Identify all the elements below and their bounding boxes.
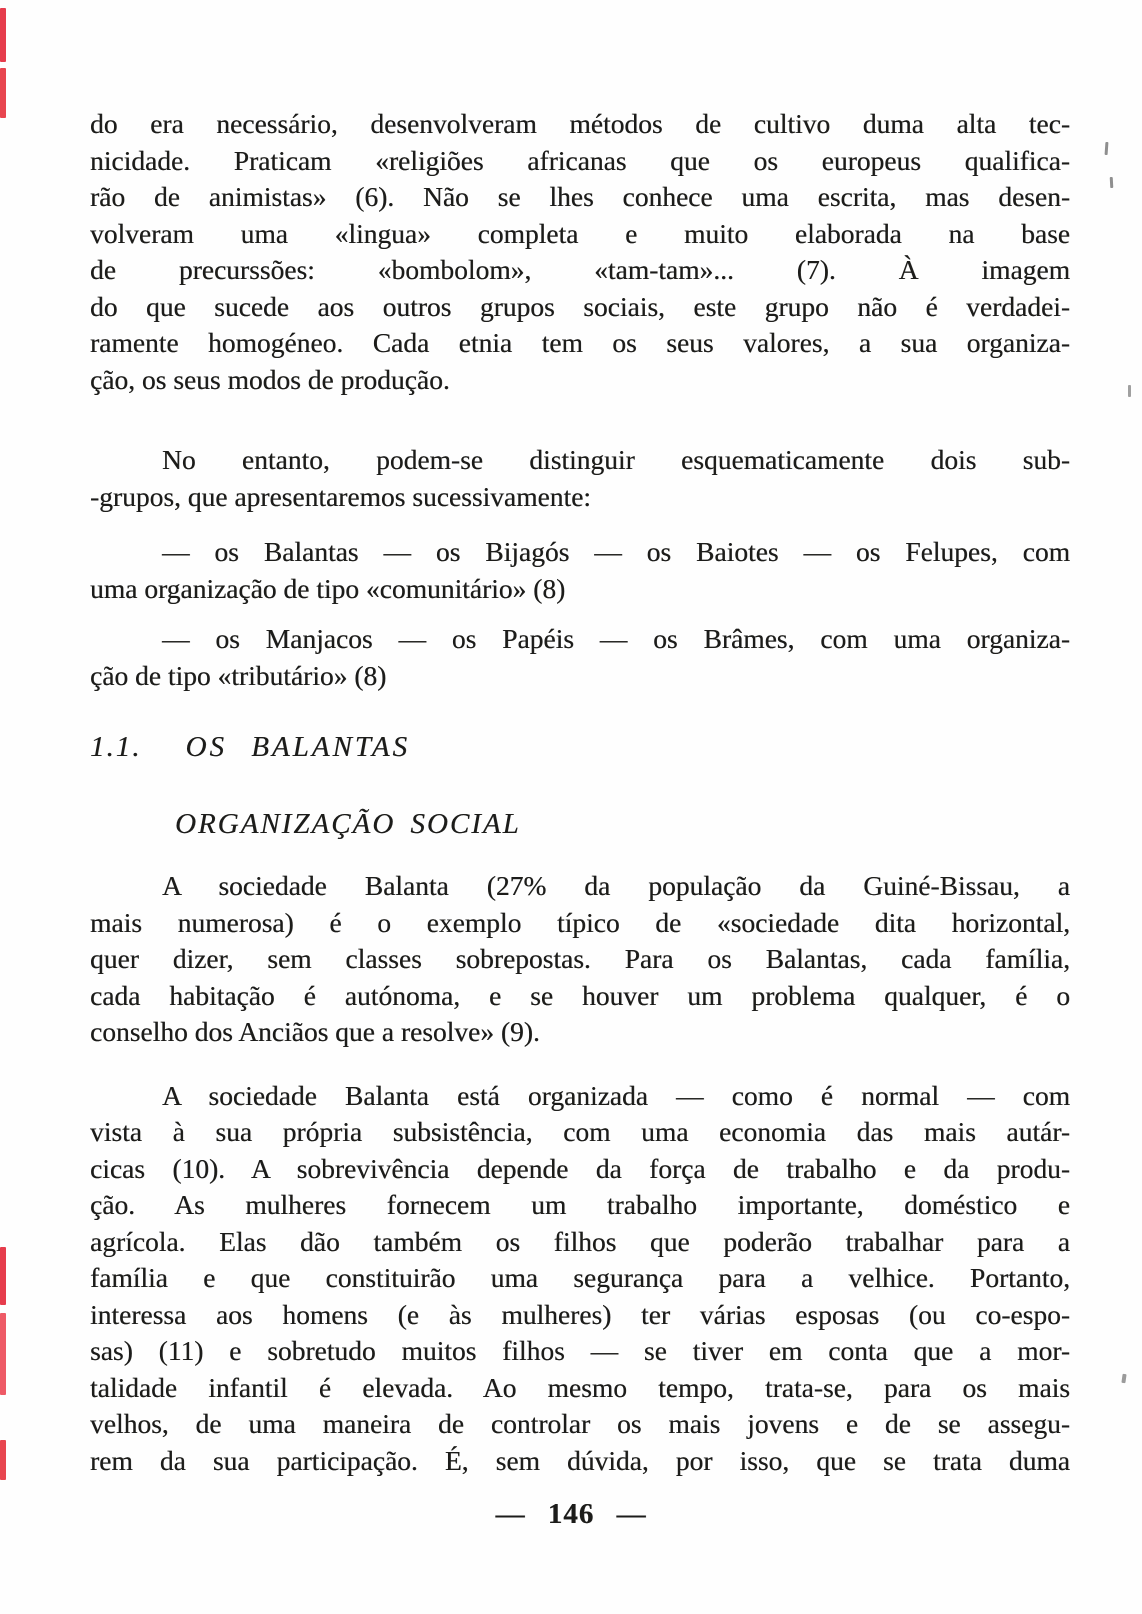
text-line: cicas (10). A sobrevivência depende da força de trabalho e da produ- — [90, 1152, 1070, 1184]
page-body — [90, 106, 1070, 1479]
text-line: -grupos, que apresentaremos sucessivamente: — [90, 480, 591, 512]
text-line: rão de animistas» (6). Não se lhes conhece uma escrita, mas desen- — [90, 181, 1070, 212]
text-line: do que sucede aos outros grupos sociais, este grupo não é verdadei- — [90, 290, 1070, 322]
text-line: volveram uma «lingua» completa e muito elaborada na base — [90, 217, 1070, 249]
text-line: A sociedade Balanta está organizada — como é normal — com — [162, 1079, 1070, 1111]
text-line: uma organização de tipo «comunitário» (8) — [90, 572, 566, 604]
text-line: agrícola. Elas dão também os filhos que poderão trabalhar para a — [90, 1225, 1070, 1257]
scan-speck — [1105, 142, 1109, 155]
text-line: A sociedade Balanta (27% da população da Guiné-Bissau, a — [162, 870, 1070, 901]
text-line: família e que constituirão uma segurança para a velhice. Portanto, — [90, 1262, 1070, 1293]
paragraph-4 — [90, 1078, 1070, 1480]
scan-speck — [1128, 385, 1131, 397]
scan-speck — [1121, 1374, 1126, 1383]
page-number: — 146 — — [495, 1498, 647, 1530]
text-line: ramente homogéneo. Cada etnia tem os seus valores, a sua organiza- — [90, 327, 1070, 358]
paragraph-3 — [90, 868, 1070, 1051]
text-line: mais numerosa) é o exemplo típico de «sociedade dita horizontal, — [90, 906, 1070, 938]
text-line: No entanto, podem-se distinguir esquematicamente dois sub- — [162, 444, 1070, 475]
red-edge-mark — [0, 68, 6, 118]
text-line: talidade infantil é elevada. Ao mesmo tempo, trata-se, para os mais — [90, 1371, 1070, 1403]
text-line: conselho dos Anciãos que a resolve» (9). — [90, 1016, 540, 1047]
text-line: ção. As mulheres fornecem um trabalho importante, doméstico e — [90, 1189, 1070, 1220]
text-line: — os Manjacos — os Papéis — os Brâmes, com uma organiza- — [162, 623, 1070, 654]
red-edge-mark — [0, 8, 6, 62]
paragraph-1 — [90, 106, 1070, 398]
list-item-balantas — [90, 534, 1070, 607]
text-line: nicidade. Praticam «religiões africanas que os europeus qualifica- — [90, 144, 1070, 176]
text-line: de precurssões: «bombolom», «tam-tam»... (7). À imagem — [90, 254, 1070, 285]
text-line: ção, os seus modos de produção. — [90, 363, 450, 395]
text-line: vista à sua própria subsistência, com uma economia das mais autár- — [90, 1116, 1070, 1147]
text-line: cada habitação é autónoma, e se houver um problema qualquer, é o — [90, 979, 1070, 1011]
subsection-heading: ORGANIZAÇÃO SOCIAL — [175, 808, 521, 840]
text-line: quer dizer, sem classes sobrepostas. Para os Balantas, cada família, — [90, 943, 1070, 974]
red-edge-mark — [0, 1440, 6, 1480]
red-edge-mark — [0, 1247, 6, 1305]
red-edge-mark — [0, 1313, 6, 1395]
text-line: do era necessário, desenvolveram métodos de cultivo duma alta tec- — [90, 108, 1070, 139]
list-item-manjacos — [90, 621, 1070, 694]
text-line: — os Balantas — os Bijagós — os Baiotes — os Felupes, com — [162, 536, 1070, 567]
text-line: velhos, de uma maneira de controlar os mais jovens e de se assegu- — [90, 1408, 1070, 1439]
section-title: OS BALANTAS — [185, 731, 410, 763]
text-line: sas) (11) e sobretudo muitos filhos — se tiver em conta que a mor- — [90, 1335, 1070, 1366]
section-heading — [90, 727, 1070, 767]
text-line: ção de tipo «tributário» (8) — [90, 659, 387, 691]
text-line: rem da sua participação. É, sem dúvida, por isso, que se trata duma — [90, 1444, 1070, 1476]
section-number: 1.1. — [90, 731, 142, 763]
paragraph-2 — [90, 442, 1070, 515]
text-line: interessa aos homens (e às mulheres) ter várias esposas (ou co-espo- — [90, 1298, 1070, 1330]
scan-speck — [1110, 177, 1114, 188]
